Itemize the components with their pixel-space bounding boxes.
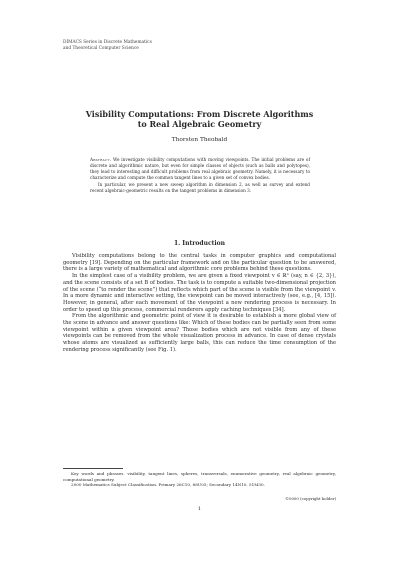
abstract-text-1: We investigate visibility computations with moving viewpoints. The initial problems are of discrete and algorithmic nature, but even for simple classes of objects (such as balls and polytopes), they lead to interesting and difficult problems from real algebraic geometry. Namely, it is necessary to characterize and compute the common tangent lines to a given set of convex bodies. <box>90 157 310 180</box>
page-number: 1 <box>197 506 202 512</box>
abstract-label: Abstract. <box>90 157 112 162</box>
section-heading: 1. Introduction <box>173 240 226 247</box>
author: Thorsten Theobald <box>171 137 228 143</box>
body-text <box>63 253 336 354</box>
series-line-1: DIMACS Series in Discrete Mathematics <box>63 40 152 45</box>
paper-title <box>63 109 336 129</box>
series-header <box>63 40 263 51</box>
body-paragraph-1: Visibility computations belong to the central tasks in computer graphics and computational geometry [19]. Depending on the particular framework and on the particular question to be answered, there is a large variety of mathematical and algorithmic core problems behind these questions. <box>63 253 336 273</box>
copyright-notice: ©0000 (copyright holder) <box>285 496 336 501</box>
abstract-paragraph-1 <box>90 157 310 181</box>
body-paragraph-2: In the simplest case of a visibility problem, we are given a fixed viewpoint v ∈ ℝⁿ (say, n ∈ {2, 3}), and the scene consists of a set B of bodies. The task is to compute a suitable two-dimensional projection of the scene (“to render the scene”) that reflects which part of the scene is visible from the viewpoint v. In a more dynamic and interactive setting, the viewpoint can be moved interactively (see, e.g., [4, 15]). However, in general, after each movement of the viewpoint a new rendering process is necessary. In order to speed up this process, commercial renderers apply caching techniques [34]. <box>63 273 336 313</box>
footnote-keywords: Key words and phrases. visibility, tangent lines, spheres, transversals, enumerative geometry, real algebraic geometry, computational geometry. <box>63 471 336 482</box>
body-paragraph-3: From the algorithmic and geometric point of view it is desirable to establish a more global view of the scene in advance and answer questions like: Which of these bodies can be partially seen from some viewpoint within a given viewpoint area? Those bodies which are not visible from any of these viewpoints can be removed from the whole visualization process in advance. In case of dense crystals whose atoms are visualized as sufficiently large balls, this can reduce the time consumption of the rendering process significantly (see Fig. 1). <box>63 313 336 353</box>
abstract-paragraph-2: In particular, we present a new sweep algorithm in dimension 2, as well as survey and extend recent algebraic-geometric results on the tangent problems in dimension 3. <box>90 182 310 193</box>
title-line-1: Visibility Computations: From Discrete Algorithms <box>85 109 314 119</box>
footnote-rule <box>63 468 123 469</box>
abstract <box>90 157 310 194</box>
series-line-2: and Theoretical Computer Science <box>63 45 139 51</box>
footnotes <box>63 471 336 488</box>
title-line-2: to Real Algebraic Geometry <box>137 119 262 129</box>
footnote-msc: 2000 Mathematics Subject Classification. Primary 26C10, 68U05; Secondary 14N10, 51M30. <box>71 482 265 488</box>
